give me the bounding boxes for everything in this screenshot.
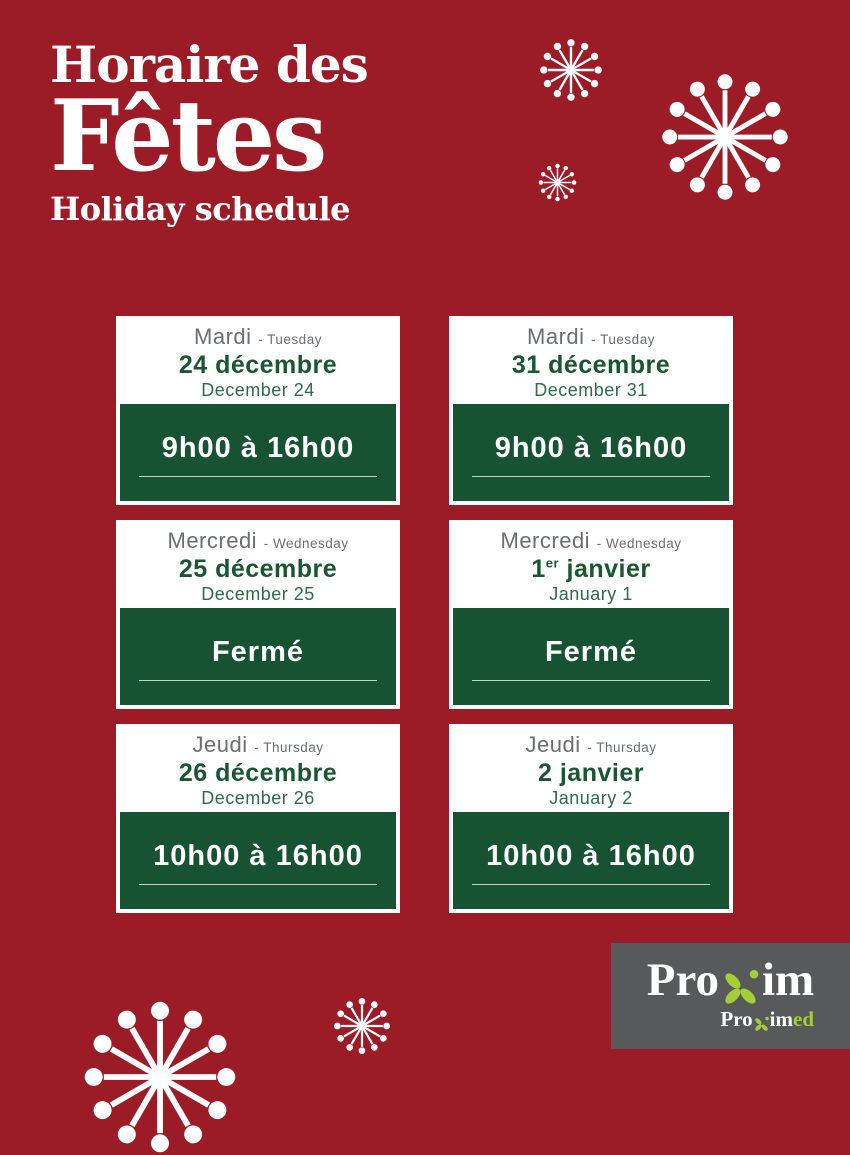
schedule-card-dec25: [116, 520, 400, 709]
sub-text-pre: Pro: [720, 1007, 753, 1031]
date-en-label: December 25: [201, 583, 315, 604]
schedule-card-dec24: [116, 316, 400, 505]
hours-underline: [472, 680, 709, 682]
hours-banner: [453, 404, 729, 501]
hours-underline: [472, 884, 709, 886]
day-label: Mardi - Tuesday: [527, 323, 655, 349]
logo-text-pre: Pro: [646, 954, 719, 1006]
hours-label: 10h00 à 16h00: [486, 839, 696, 872]
snowflake-icon: [333, 997, 391, 1055]
page-title: [50, 35, 368, 229]
day-label: Jeudi - Thursday: [525, 731, 657, 757]
sub-text-mid: im: [769, 1007, 793, 1031]
hours-banner: [120, 812, 396, 909]
title-line-fr-1: Horaire des: [50, 35, 368, 94]
card-header: [120, 724, 396, 812]
date-en-label: January 1: [549, 583, 633, 604]
hours-label: 9h00 à 16h00: [161, 431, 355, 464]
date-fr-label: 26 décembre: [178, 758, 338, 787]
logo-text-post: im: [762, 954, 815, 1006]
hours-label: Fermé: [211, 635, 305, 668]
card-header: [120, 316, 396, 404]
card-header: [453, 520, 729, 608]
date-fr-label: 1er janvier: [531, 554, 651, 583]
snowflake-icon: [660, 72, 790, 202]
title-line-en: Holiday schedule: [50, 190, 351, 229]
proxim-logo-box: [611, 943, 850, 1049]
card-header: [453, 316, 729, 404]
day-label: Jeudi - Thursday: [192, 731, 324, 757]
day-label: Mercredi - Wednesday: [167, 527, 349, 553]
schedule-card-dec31: [449, 316, 733, 505]
hours-underline: [139, 884, 376, 886]
title-line-fr-2: Fêtes: [50, 79, 325, 194]
date-en-label: December 24: [201, 379, 315, 400]
snowflake-icon: [538, 163, 577, 202]
date-en-label: December 31: [534, 379, 648, 400]
schedule-grid: [116, 316, 733, 913]
date-fr-label: 24 décembre: [178, 350, 338, 379]
hours-banner: [453, 812, 729, 909]
hours-underline: [139, 680, 376, 682]
hours-underline: [472, 476, 709, 478]
proxim-logo: [611, 954, 850, 1006]
hours-label: 10h00 à 16h00: [153, 839, 363, 872]
card-header: [120, 520, 396, 608]
schedule-card-jan2: [449, 724, 733, 913]
date-fr-label: 25 décembre: [178, 554, 338, 583]
x-leaf-icon: [753, 1016, 770, 1033]
schedule-card-jan1: [449, 520, 733, 709]
date-fr-label: 31 décembre: [511, 350, 671, 379]
hours-banner: [453, 608, 729, 705]
date-fr-label: 2 janvier: [538, 758, 644, 787]
hours-label: Fermé: [544, 635, 638, 668]
sub-text-post: ed: [793, 1007, 814, 1031]
day-label: Mardi - Tuesday: [194, 323, 322, 349]
snowflake-icon: [82, 999, 238, 1155]
x-leaf-icon: [720, 968, 761, 1009]
hours-banner: [120, 404, 396, 501]
snowflake-icon: [539, 38, 603, 102]
schedule-card-dec26: [116, 724, 400, 913]
card-header: [453, 724, 729, 812]
hours-underline: [139, 476, 376, 478]
hours-banner: [120, 608, 396, 705]
hours-label: 9h00 à 16h00: [494, 431, 688, 464]
date-en-label: January 2: [549, 787, 633, 808]
proximed-logo: [720, 1009, 814, 1030]
day-label: Mercredi - Wednesday: [500, 527, 682, 553]
date-en-label: December 26: [201, 787, 315, 808]
